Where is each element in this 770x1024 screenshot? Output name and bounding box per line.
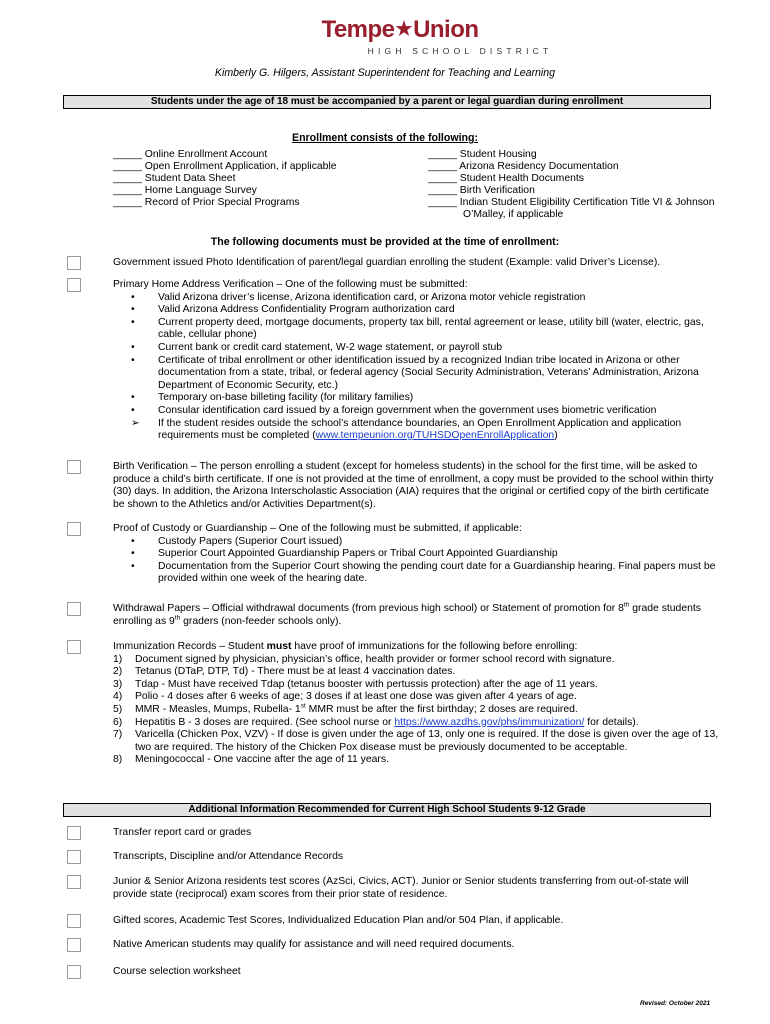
additional-item: Gifted scores, Academic Test Scores, Individualized Education Plan and/or 504 Plan, if applicable. (113, 915, 564, 926)
birth-checkbox[interactable] (67, 460, 81, 474)
enrollment-list-left (113, 149, 337, 209)
list-item: 3) Tdap - Must have received Tdap (tetanus booster with pertussis protection) after the age of 11 years. (113, 678, 598, 690)
enrollment-list-right (428, 149, 715, 221)
list-item: • Certificate of tribal enrollment or other identification issued by a recognized Indian tribe located in Arizona or other documentation from a state, tribal, or federal agency (Social Security Administration, Veterans’ Administration, Arizona Department of Economic Security, etc.) (131, 354, 699, 391)
open-enrollment-link[interactable]: www.tempeunion.org/TUHSDOpenEnrollApplication (315, 430, 555, 442)
additional-item: Transfer report card or grades (113, 827, 252, 838)
logo-name-left: Tempe (321, 16, 395, 43)
list-item: • Custody Papers (Superior Court issued) (131, 535, 343, 547)
bullet-icon: • (131, 316, 135, 328)
logo-subtext: HIGH SCHOOL DISTRICT (367, 46, 553, 56)
custody-checkbox[interactable] (67, 522, 81, 536)
page-subtitle: Kimberly G. Hilgers, Assistant Superintendent for Teaching and Learning (214, 67, 556, 79)
list-item: 4) Polio - 4 doses after 6 weeks of age; 3 doses if at least one dose was given after 4 years of age. (113, 691, 577, 703)
list-item: _____ Home Language Survey (113, 185, 257, 196)
list-item: _____ Birth Verification (428, 185, 535, 196)
logo-name-right: Union (413, 16, 479, 43)
list-item: _____ Indian Student Eligibility Certification Title VI & Johnson (428, 197, 715, 208)
list-item: _____ Arizona Residency Documentation (428, 161, 619, 172)
additional-item: Junior & Senior Arizona residents test scores (AzSci, Civics, ACT). Junior or Senior students transferring from out-of-state will provide state (reciprocal) exam scores from their prior state of residence. (113, 876, 689, 900)
test-scores-checkbox[interactable] (67, 875, 81, 889)
list-item: 1) Document signed by physician, physician’s office, health provider or former school record with signature. (113, 653, 615, 665)
star-icon: ★ (395, 19, 413, 40)
transfer-checkbox[interactable] (67, 826, 81, 840)
list-item-open-enrollment: ➢ If the student resides outside the school’s attendance boundaries, an Open Enrollment Application and application requirements must be completed (www.tempeunion.org/TUHSDOpenEnrollApplication) (131, 417, 682, 442)
enrollment-heading: Enrollment consists of the following: (292, 132, 478, 144)
list-item: • Valid Arizona driver’s license, Arizona identification card, or Arizona motor vehicle registration (131, 291, 586, 303)
documents-heading: The following documents must be provided at the time of enrollment: (210, 236, 560, 248)
list-item: • Current bank or credit card statement, W-2 wage statement, or payroll stub (131, 341, 503, 353)
bullet-icon: • (131, 291, 135, 303)
custody-section (113, 523, 723, 586)
banner-additional-info: Additional Information Recommended for Current High School Students 9-12 Grade (63, 803, 711, 817)
native-american-checkbox[interactable] (67, 938, 81, 952)
withdrawal-text: Withdrawal Papers – Official withdrawal documents (from previous high school) or Statement of promotion for 8th grade students enrolling as 9th graders (non-feeder schools only). (113, 601, 701, 627)
list-item: 8) Meningococcal - One vaccine after the age of 11 years. (113, 754, 389, 766)
additional-item: Course selection worksheet (113, 966, 241, 977)
list-item: _____ Record of Prior Special Programs (113, 197, 300, 208)
list-item: • Valid Arizona Address Confidentiality Program authorization card (131, 304, 455, 316)
bullet-icon: • (131, 392, 135, 404)
azdhs-link[interactable]: https://www.azdhs.gov/phs/immunization/ (394, 716, 585, 728)
bullet-icon: • (131, 548, 135, 560)
district-logo (0, 17, 770, 57)
arrow-icon: ➢ (131, 417, 140, 429)
birth-text: Birth Verification – The person enrolling a student (except for homeless students) in the school for the first time, will be asked to produce a child’s birth certificate. If one is not provided at the time of enrollment, a copy must be provided to the school within thirty (30) days. In addition, the Arizona Interscholastic Association (AIA) requires that the original or certified copy of the birth certificate be shown to the Athletics and/or Activities Department(s). (113, 461, 714, 510)
list-item: _____ Student Housing (428, 149, 537, 160)
list-item-continued: O’Malley, if applicable (463, 209, 564, 220)
additional-item: Native American students may qualify for assistance and will need required documents. (113, 939, 515, 950)
list-item: • Temporary on-base billeting facility (for military families) (131, 392, 414, 404)
address-section (113, 279, 723, 443)
withdrawal-checkbox[interactable] (67, 602, 81, 616)
list-item: 2) Tetanus (DTaP, DTP, Td) - There must be at least 4 vaccination dates. (113, 666, 456, 678)
banner-guardian-notice: Students under the age of 18 must be accompanied by a parent or legal guardian during enrollment (63, 95, 711, 109)
gov-id-text: Government issued Photo Identification of parent/legal guardian enrolling the student (Example: valid Driver’s License). (113, 257, 661, 268)
immunization-intro: Immunization Records – Student must have proof of immunizations for the following before enrolling: (113, 641, 578, 652)
immunization-checkbox[interactable] (67, 640, 81, 654)
list-item: • Superior Court Appointed Guardianship Papers or Tribal Court Appointed Guardianship (131, 548, 558, 560)
address-intro: Primary Home Address Verification – One of the following must be submitted: (113, 279, 468, 290)
bullet-icon: • (131, 341, 135, 353)
gifted-checkbox[interactable] (67, 914, 81, 928)
list-item: _____ Student Data Sheet (113, 173, 236, 184)
list-item: _____ Student Health Documents (428, 173, 584, 184)
list-item: 7) Varicella (Chicken Pox, VZV) - If dose is given under the age of 13, only one is required. If the dose is given over the age of 13, two are required. The history of the Chicken Pox disease must be previously documented to be acceptable. (113, 729, 719, 753)
course-selection-checkbox[interactable] (67, 965, 81, 979)
revision-date: Revised: October 2021 (640, 1000, 711, 1007)
custody-intro: Proof of Custody or Guardianship – One of the following must be submitted, if applicable: (113, 523, 522, 534)
immunization-section (113, 641, 723, 767)
bullet-icon: • (131, 404, 135, 416)
bullet-icon: • (131, 304, 135, 316)
list-item: 5) MMR - Measles, Mumps, Rubella- 1st MMR must be after the first birthday; 2 doses are required. (113, 702, 578, 715)
gov-id-checkbox[interactable] (67, 256, 81, 270)
bullet-icon: • (131, 354, 135, 366)
list-item: 6) Hepatitis B - 3 doses are required. (See school nurse or https://www.azdhs.gov/phs/immunization/ for details). (113, 716, 639, 728)
transcripts-checkbox[interactable] (67, 850, 81, 864)
list-item: • Consular identification card issued by a foreign government when the government uses biometric verification (131, 404, 657, 416)
bullet-icon: • (131, 560, 135, 572)
list-item: _____ Online Enrollment Account (113, 149, 268, 160)
list-item: • Documentation from the Superior Court showing the pending court date for a Guardianship hearing. Final papers must be provided within one week of the hearing date. (131, 560, 716, 585)
bullet-icon: • (131, 535, 135, 547)
address-checkbox[interactable] (67, 278, 81, 292)
list-item: _____ Open Enrollment Application, if applicable (113, 161, 337, 172)
additional-item: Transcripts, Discipline and/or Attendance Records (113, 851, 344, 862)
list-item: • Current property deed, mortgage documents, property tax bill, rental agreement or lease, utility bill (water, electric, gas, cable, cellular phone) (131, 316, 704, 341)
